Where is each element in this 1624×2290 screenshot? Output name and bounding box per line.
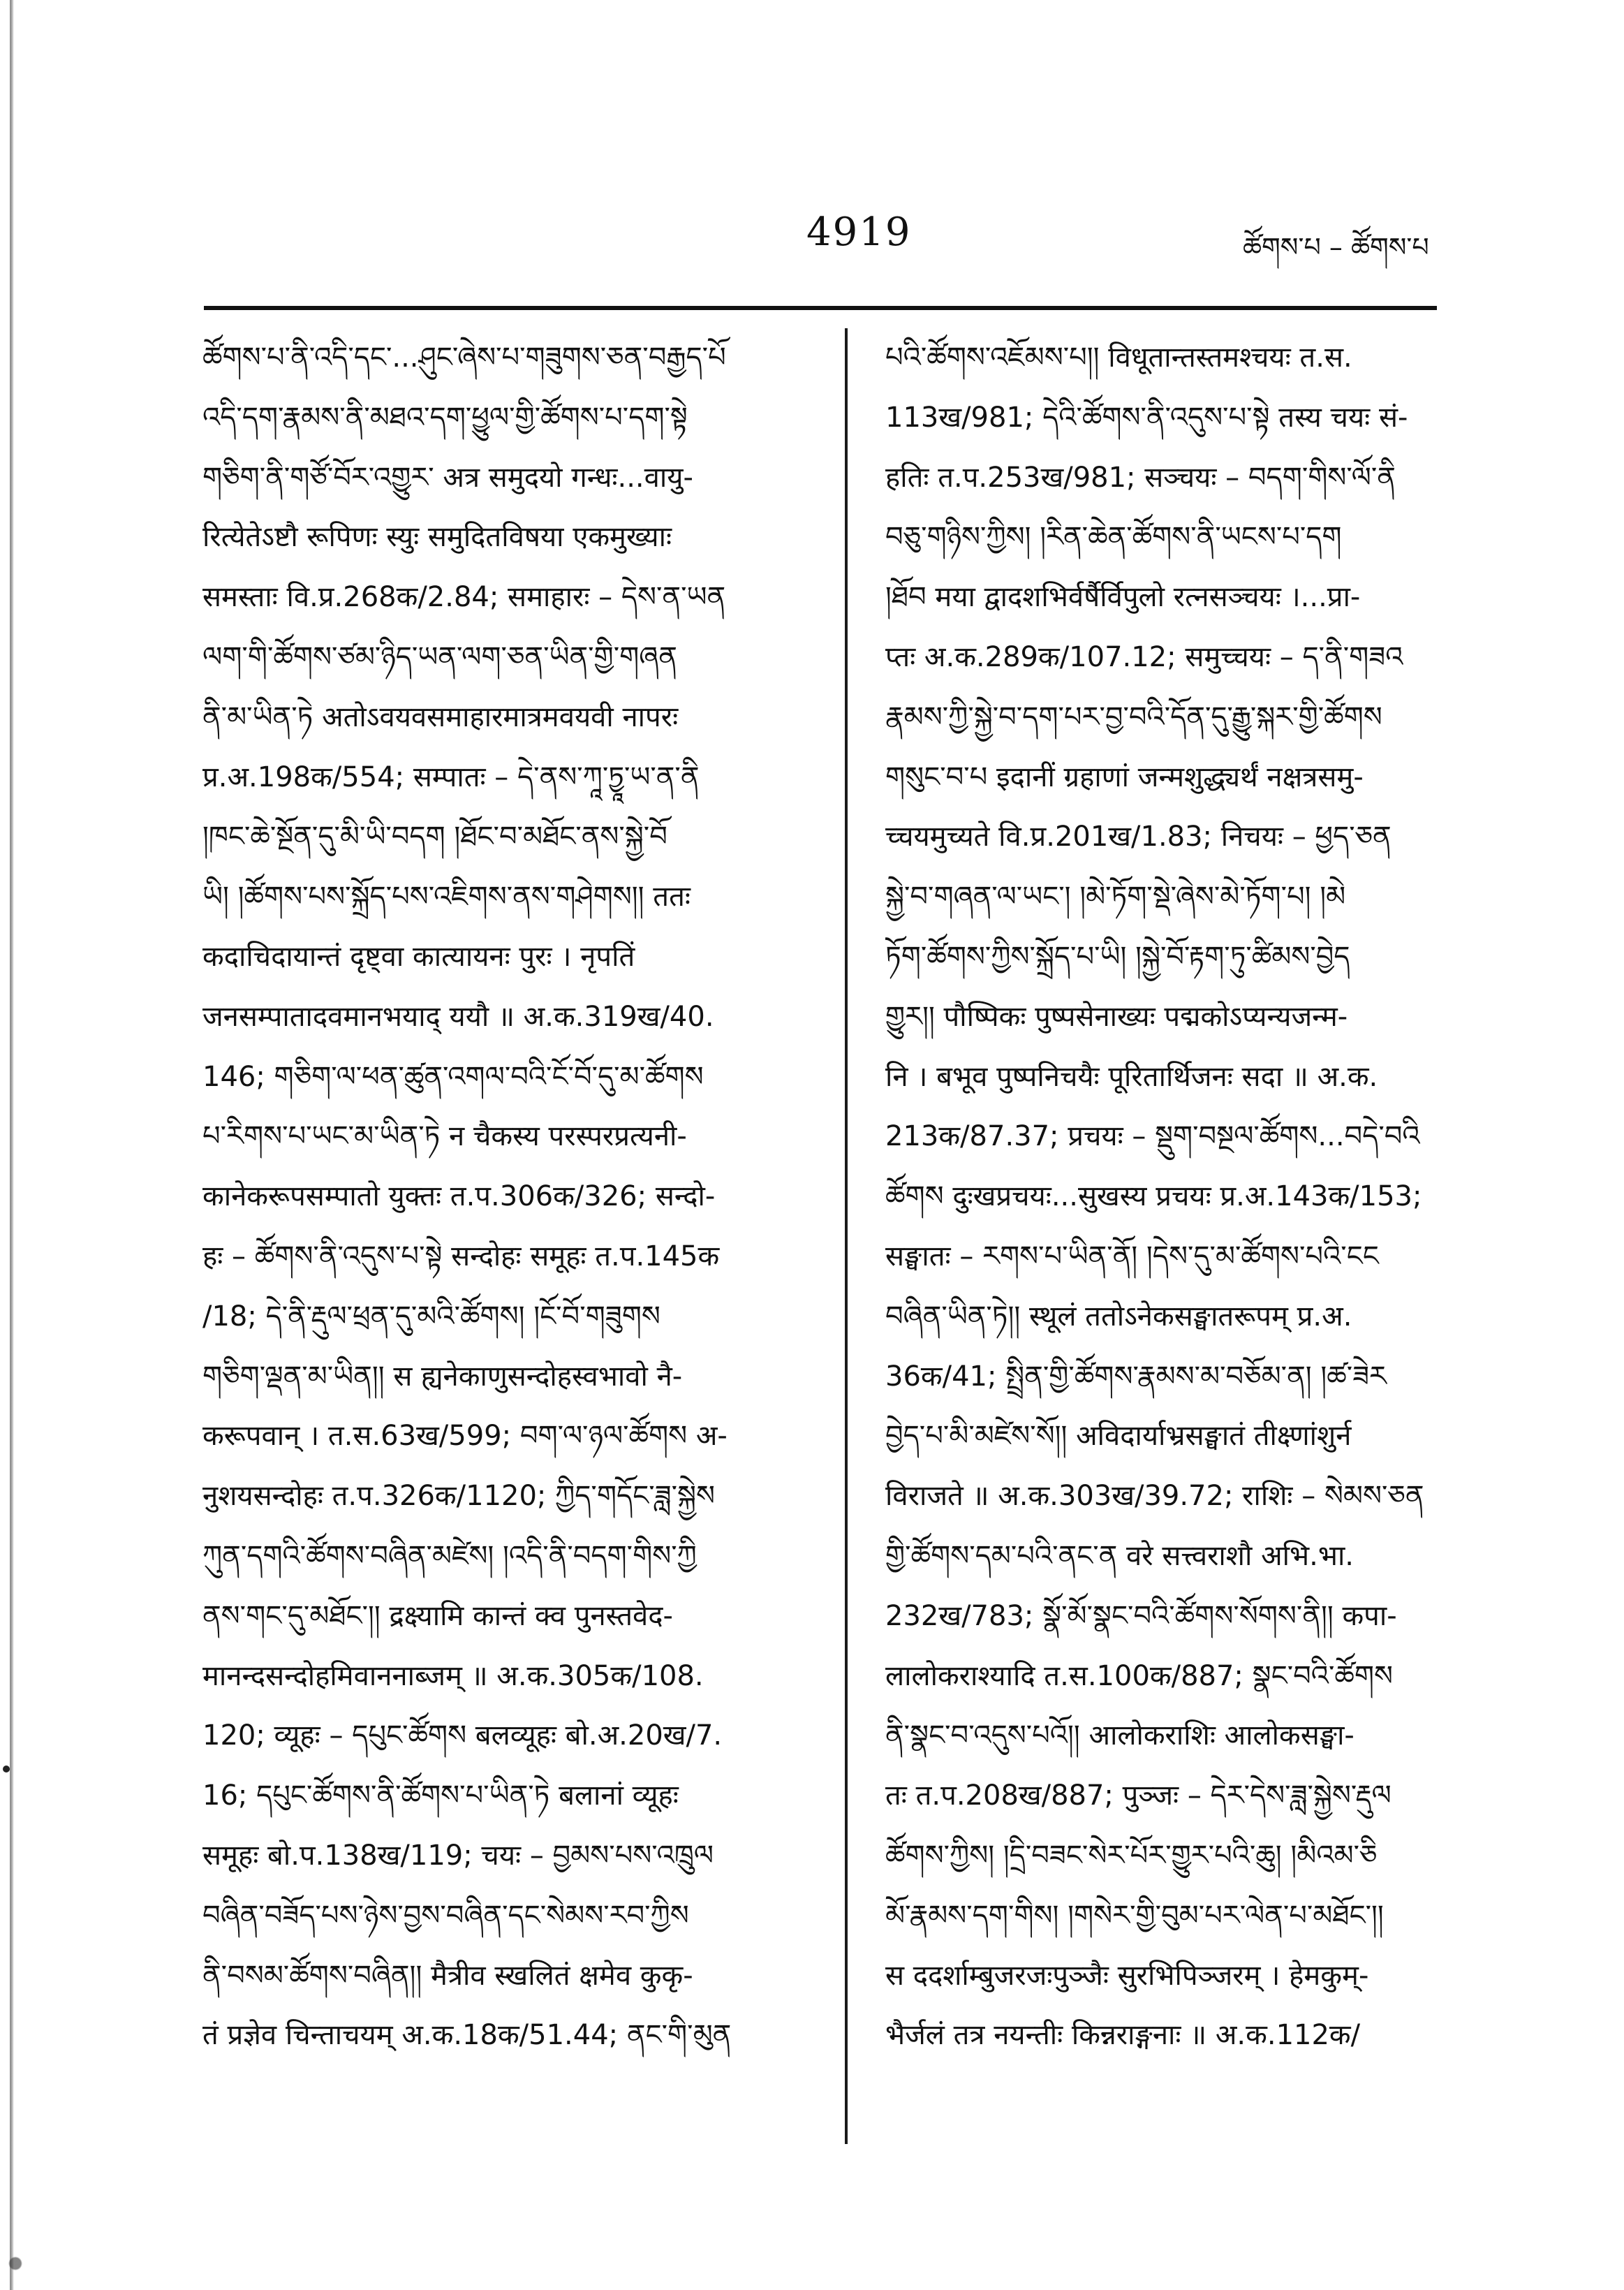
entry-line: नुशयसन्दोहः त.प.326क/1120; ཀྱིད་གདོང་ཟླ་སྐྱེས — [202, 1480, 715, 1513]
entry-line: གཅིག་ནི་གཙོ་བོར་འགྱུར་ अत्र समुदयो गन्धः...वायु- — [202, 461, 693, 494]
entry-line: མོ་རྣམས་དག་གིས། །གསེར་གྱི་བུམ་པར་ལེན་པ་མཐོང་།། — [885, 1899, 1384, 1932]
entry-line: हतिः त.प.253ख/981; सञ्चयः – བདག་གིས་ལོ་ནི — [885, 461, 1396, 494]
entry-line: ནི་བསམ་ཚོགས་བཞིན།། मैत्रीव स्खलितं क्षमेव कुकृ- — [202, 1959, 693, 1992]
header-rule — [204, 306, 1437, 310]
running-head: ཚོགས་པ – ཚོགས་པ — [1243, 232, 1429, 263]
entry-line: གསུང་བ་པ इदानीं ग्रहाणां जन्मशुद्ध्यर्थं नक्षत्रसमु- — [885, 761, 1364, 793]
entry-line: नि । बभूव पुष्पनिचयैः पूरितार्थिजनः सदा ॥ अ.क. — [885, 1060, 1378, 1093]
entry-line: ཚོགས་པ་ནི་འདི་དང་...ཤུང་ཞེས་པ་གཟུགས་ཅན་བརྒྱད་པོ — [202, 342, 726, 374]
entry-line: བཞིན་བཟོད་པས་ཉེས་བྱས་བཞིན་དང་སེམས་རབ་ཀྱིས — [202, 1899, 689, 1932]
entry-line: 36क/41; སྤྲིན་གྱི་ཚོགས་རྣམས་མ་བཅོམ་ན། །ཚ་ཟེར — [885, 1360, 1387, 1393]
entry-line: སྐྱེ་བ་གཞན་ལ་ཡང་། །མེ་ཏོག་སྡེ་ཞེས་མེ་ཏོག་པ། །མེ — [885, 881, 1346, 913]
entry-line: བཞིན་ཡིན་ཏེ།། स्थूलं ततोऽनेकसङ्घातरूपम् प्र.अ. — [885, 1300, 1352, 1333]
entry-line: कानेकरूपसम्पातो युक्तः त.प.306क/326; सन्दो- — [202, 1180, 716, 1213]
entry-line: །ཐོབ मया द्वादशभिर्वर्षैर्विपुलो रत्नसञ्चयः ।...प्रा- — [885, 581, 1361, 614]
scan-dot-mark — [3, 1766, 10, 1772]
entry-line: 16; དཔུང་ཚོགས་ནི་ཚོགས་པ་ཡིན་ཏེ बलानां व्यूहः — [202, 1779, 679, 1812]
entry-line: གྱུར།། पौष्पिकः पुष्पसेनाख्यः पद्मकोऽप्यन्यजन्म- — [885, 1000, 1348, 1033]
entry-line: करूपवान् । त.स.63ख/599; བག་ལ་ཉལ་ཚོགས अ- — [202, 1420, 728, 1453]
scan-smudge-mark — [4, 2256, 32, 2271]
entry-line: 146; གཅིག་ལ་ཕན་ཚུན་འགལ་བའི་ངོ་བོ་དུ་མ་ཚོགས — [202, 1060, 704, 1093]
entry-line: པའི་ཚོགས་འཇོམས་པ།། विधूतान्तस्तमश्चयः त.स. — [885, 342, 1352, 374]
entry-line: स ददर्शाम्बुजरजःपुञ्जैः सुरभिपिञ्जरम् । हेमकुम्- — [885, 1959, 1369, 1992]
entry-line: ཡི། །ཚོགས་པས་སྐྲོད་པས་འཇིགས་ནས་གཤེགས།། ततः — [202, 881, 691, 913]
entry-line: हः – ཚོགས་ནི་འདུས་པ་སྟེ सन्दोहः समूहः त.प.145क — [202, 1240, 720, 1272]
entry-line: लालोकराश्यादि त.स.100क/887; སྣང་བའི་ཚོགས — [885, 1659, 1393, 1692]
entry-line: བྱེད་པ་མི་མཛེས་སོ།། अविदार्याभ्रसङ्घातं तीक्ष्णांशुर्न — [885, 1420, 1352, 1453]
entry-line: समूहः बो.प.138ख/119; चयः – བྱམས་པས་འཁྲུལ — [202, 1839, 714, 1872]
entry-line: 232ख/783; སྣོ་མོ་སྣང་བའི་ཚོགས་སོགས་ནི།། कपा- — [885, 1599, 1397, 1632]
entry-line: ནི་མ་ཡིན་ཏེ अतोऽवयवसमाहारमात्रमवयवी नापरः — [202, 700, 679, 733]
entry-line: ཀུན་དགའི་ཚོགས་བཞིན་མཛེས། །འདི་ནི་བདག་གིས་ཀྱི — [202, 1539, 697, 1572]
entry-line: रित्येतेऽष्टौ रूपिणः स्युः समुदितविषया एकमुख्याः — [202, 521, 672, 554]
entry-line: समस्ताः वि.प्र.268क/2.84; समाहारः – དེས་ན་ཡན — [202, 581, 726, 614]
page-number: 4919 — [806, 210, 912, 255]
entry-line: जनसम्पातादवमानभयाद् ययौ ॥ अ.क.319ख/40. — [202, 1000, 714, 1033]
entry-line: च्चयमुच्यते वि.प्र.201ख/1.83; निचयः – ཕྱད་ཅན — [885, 821, 1392, 853]
entry-line: सङ्घातः – རགས་པ་ཡིན་ནོ། །དེས་དུ་མ་ཚོགས་པའི་ངང — [885, 1240, 1379, 1272]
right-column — [885, 328, 1507, 2066]
entry-line: प्र.अ.198क/554; सम्पातः – དེ་ནས་ཀཱ་ཏྱཱ་ཡ་ན་ནི — [202, 761, 700, 793]
entry-line: པ་རིགས་པ་ཡང་མ་ཡིན་ཏེ न चैकस्य परस्परप्रत्यनी- — [202, 1120, 687, 1153]
left-column — [202, 328, 824, 2066]
entry-line: ནས་གང་དུ་མཐོང་།། द्रक्ष्यामि कान्तं क्व पुनस्तवेद- — [202, 1599, 673, 1632]
entry-line: ཚོགས दुःखप्रचयः...सुखस्य प्रचयः प्र.अ.143क/153; — [885, 1180, 1422, 1213]
entry-line: གཅིག་ལྡན་མ་ཡིན།། स ह्यनेकाणुसन्दोहस्वभावो नै- — [202, 1360, 683, 1393]
entry-line: ལག་གི་ཚོགས་ཙམ་ཉིད་ཡན་ལག་ཅན་ཡིན་གྱི་གཞན — [202, 640, 677, 673]
entry-line: मानन्दसन्दोहमिवाननाब्जम् ॥ अ.क.305क/108. — [202, 1659, 704, 1692]
entry-line: ཚོགས་ཀྱིས། །དྲི་བཟང་སེར་པོར་གྱུར་པའི་ཆུ། །མིའམ་ཅི — [885, 1839, 1378, 1872]
column-divider — [845, 328, 848, 2144]
entry-line: /18; དེ་ནི་རྡུལ་ཕྲན་དུ་མའི་ཚོགས། །ངོ་བོ་གཟུགས — [202, 1300, 660, 1333]
entry-line: तं प्रज्ञेव चिन्ताचयम् अ.क.18क/51.44; ནང་གི་མུན — [202, 2019, 732, 2052]
entry-line: प्तः अ.क.289क/107.12; समुच्चयः – ད་ནི་གཟའ — [885, 640, 1403, 673]
binding-edge-shadow — [10, 0, 14, 2290]
entry-line: བཅུ་གཉིས་ཀྱིས། །རིན་ཆེན་ཚོགས་ནི་ཡངས་པ་དག — [885, 521, 1342, 554]
entry-line: विराजते ॥ अ.क.303ख/39.72; राशिः – སེམས་ཅན — [885, 1480, 1424, 1513]
entry-line: 120; व्यूहः – དཔུང་ཚོགས बलव्यूहः बो.अ.20ख/7. — [202, 1719, 723, 1752]
entry-line: भैर्जलं तत्र नयन्तीः किन्नराङ्गनाः ॥ अ.क.112क/ — [885, 2019, 1361, 2052]
entry-line: ནི་སྣང་བ་འདུས་པའོ།། आलोकराशिः आलोकसङ्घा- — [885, 1719, 1354, 1752]
entry-line: ཏོག་ཚོགས་ཀྱིས་སྐྲོད་པ་ཡི། །སྐྱེ་བོ་རྟག་ཏུ་ཚིམས་བྱེད — [885, 940, 1350, 973]
entry-line: འདི་དག་རྣམས་ནི་མཐའ་དག་ཕྱུལ་གྱི་ཚོགས་པ་དག་སྟེ — [202, 401, 688, 434]
entry-line: 213क/87.37; प्रचयः – སྡུག་བསྔལ་ཚོགས...བདེ་བའི — [885, 1120, 1420, 1153]
entry-line: कदाचिदायान्तं दृष्ट्वा कात्यायनः पुरः । नृपतिं — [202, 940, 635, 973]
entry-line: རྣམས་ཀྱི་སྐྱེ་བ་དག་པར་བྱ་བའི་དོན་དུ་རྒྱུ་སྐར་གྱི་ཚོགས — [885, 700, 1382, 733]
entry-line: །ཁང་ཆེ་སྔོན་དུ་མི་ཡི་བདག །ཐོང་བ་མཐོང་ནས་སྐྱེ་བོ — [202, 821, 667, 853]
entry-line: तः त.प.208ख/887; पुञ्जः – དེར་དེས་ཟླ་སྐྱེས་རྡུལ — [885, 1779, 1392, 1812]
entry-line: 113ख/981; དེའི་ཚོགས་ནི་འདུས་པ་སྟེ तस्य चयः सं- — [885, 401, 1408, 434]
entry-line: གྱི་ཚོགས་དམ་པའི་ནང་ན वरे सत्त्वराशौ अभि.भा. — [885, 1539, 1354, 1572]
